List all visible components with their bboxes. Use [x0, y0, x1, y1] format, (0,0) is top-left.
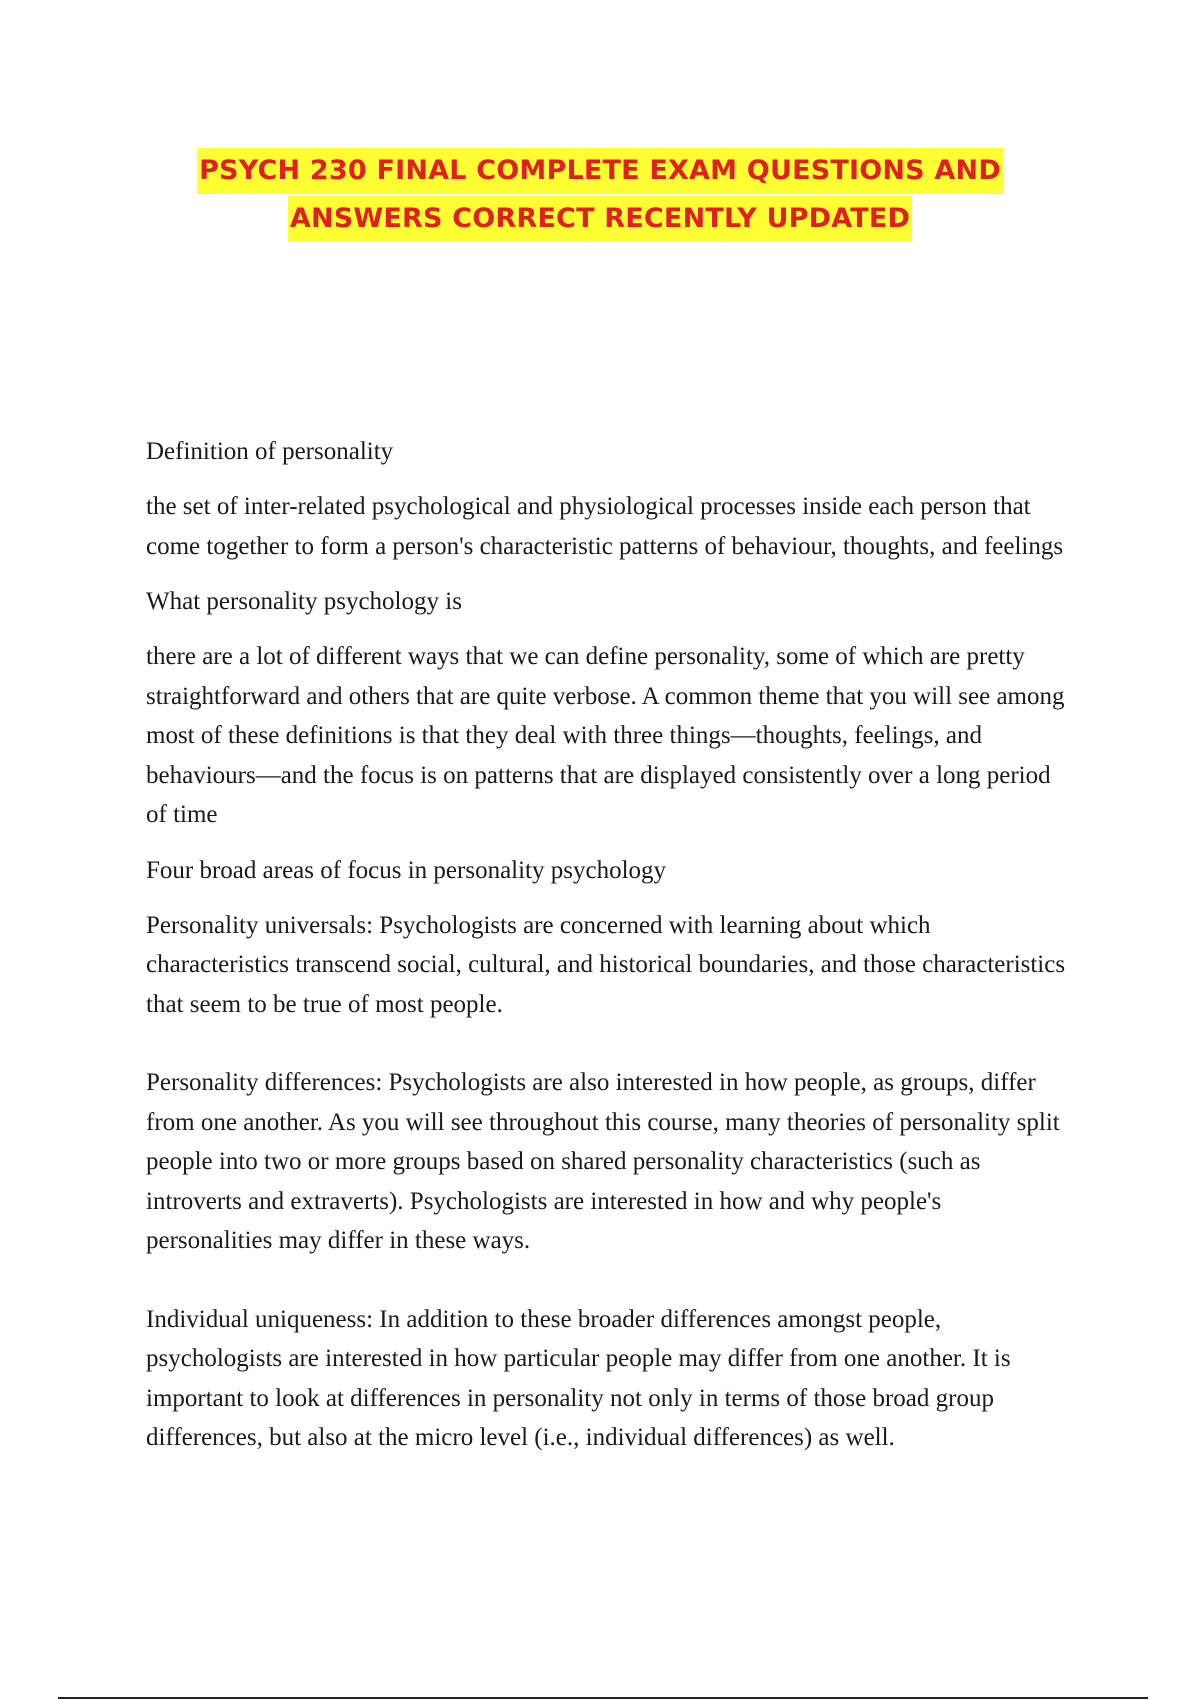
title-line-1: PSYCH 230 FINAL COMPLETE EXAM QUESTIONS AND [197, 148, 1003, 194]
answer-3-part-1: Personality universals: Psychologists are concerned with learning about which characteristics transcend social, cultural, and historical boundaries, and those characteristics that seem to be true of most people. [146, 911, 1066, 1018]
answer-1: the set of inter-related psychological and physiological processes inside each person that come together to form a person's characteristic patterns of behaviour, thoughts, and feelings [146, 493, 1064, 560]
answer-2: there are a lot of different ways that we can define personality, some of which are pretty straightforward and others that are quite verbose. A common theme that you will see among most of these definitions is that they deal with three things—thoughts, feelings, and behaviours—and the focus is on patterns that are displayed consistently over a long period of time [146, 643, 1065, 828]
question-2: What personality psychology is [146, 588, 462, 615]
question-3: Four broad areas of focus in personality psychology [146, 856, 667, 884]
question-1: Definition of personality [146, 438, 394, 465]
answer-3-part-2: Personality differences: Psychologists are also interested in how people, as groups, differ from one another. As you will see throughout this course, many theories of personality split people into two or more groups based on shared personality characteristics (such as introverts and extraverts). Psychologists are interested in how and why people's personalities may differ in these ways. [146, 1069, 1060, 1254]
document-body [146, 432, 1066, 1474]
document-title [0, 148, 1200, 244]
answer-3-part-3: Individual uniqueness: In addition to these broader differences amongst people, psychologists are interested in how particular people may differ from one another. It is important to look at differences in personality not only in terms of those broad group differences, but also at the micro level (i.e., individual differences) as well. [146, 1305, 1011, 1451]
page-bottom-rule [58, 1697, 1148, 1699]
title-line-2: ANSWERS CORRECT RECENTLY UPDATED [288, 196, 912, 242]
